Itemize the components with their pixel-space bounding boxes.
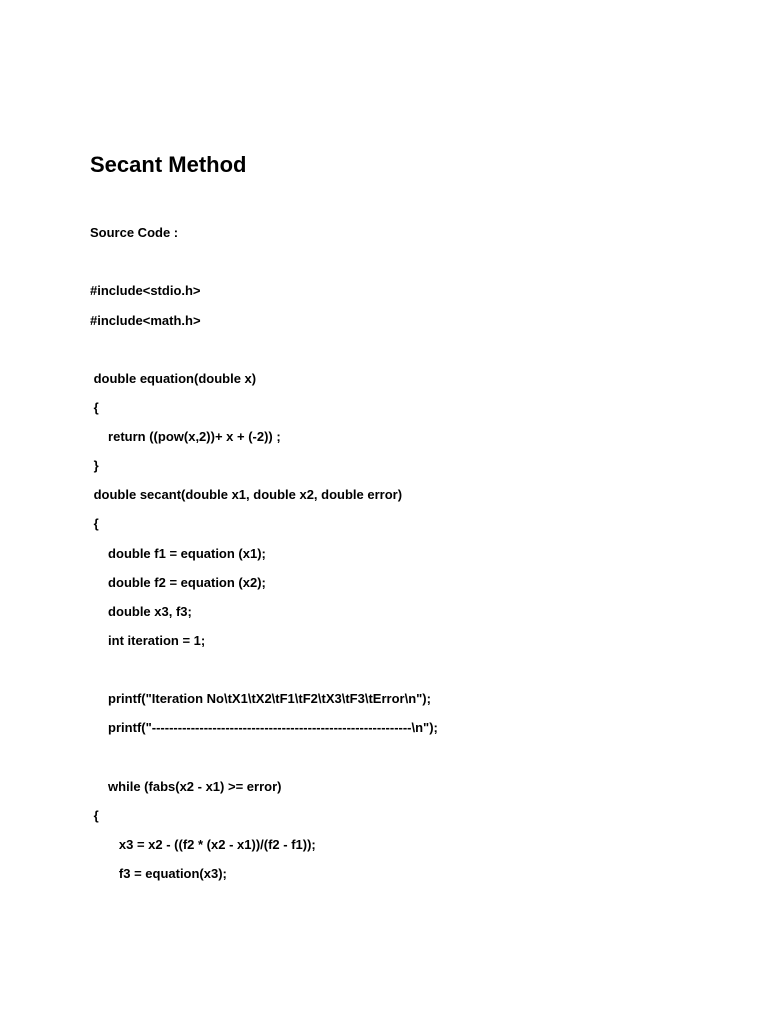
code-line: double secant(double x1, double x2, double error) <box>90 487 403 502</box>
code-line: printf("------------------------------------------------------------\n"); <box>90 720 438 735</box>
document-title: Secant Method <box>90 152 247 177</box>
code-line: { <box>90 808 99 823</box>
code-line: printf("Iteration No\tX1\tX2\tF1\tF2\tX3\tF3\tError\n"); <box>90 691 431 706</box>
source-code-heading: Source Code : <box>90 225 179 240</box>
code-line: { <box>90 400 99 415</box>
code-line: double x3, f3; <box>90 604 192 619</box>
code-line: f3 = equation(x3); <box>90 866 227 881</box>
code-line: double equation(double x) <box>90 371 257 386</box>
code-line: } <box>90 458 99 473</box>
code-line: #include<stdio.h> <box>90 283 201 298</box>
code-line: { <box>90 516 99 531</box>
code-line: double f2 = equation (x2); <box>90 575 266 590</box>
code-line: int iteration = 1; <box>90 633 206 648</box>
code-line: return ((pow(x,2))+ x + (-2)) ; <box>90 429 281 444</box>
code-line: x3 = x2 - ((f2 * (x2 - x1))/(f2 - f1)); <box>90 837 316 852</box>
code-line: while (fabs(x2 - x1) >= error) <box>90 779 282 794</box>
code-line: #include<math.h> <box>90 313 201 328</box>
code-line: double f1 = equation (x1); <box>90 546 266 561</box>
